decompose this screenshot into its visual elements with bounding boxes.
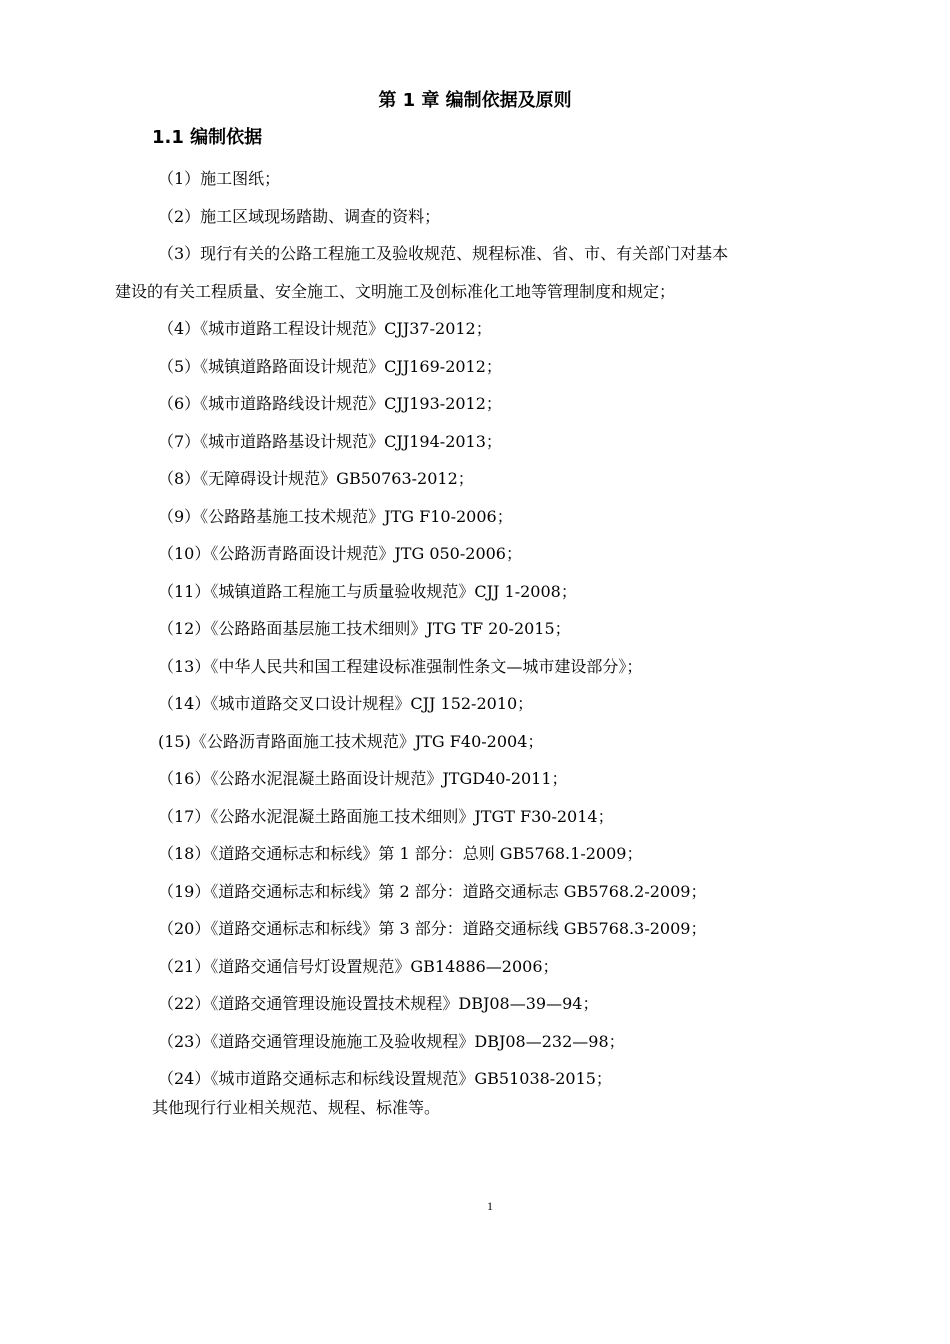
list-item: （12）《公路路面基层施工技术细则》JTG TF 20-2015； (158, 619, 571, 638)
list-item-continuation: 建设的有关工程质量、安全施工、文明施工及创标准化工地等管理制度和规定； (115, 281, 676, 301)
list-item: （19）《道路交通标志和标线》第 2 部分：道路交通标志 GB5768.2-2009； (158, 881, 707, 901)
section-title: 1.1 编制依据 (152, 127, 263, 148)
list-item: (15)《公路沥青路面施工技术规范》JTG F40-2004； (158, 731, 544, 751)
list-item: （4）《城市道路工程设计规范》CJJ37-2012； (158, 319, 492, 338)
list-item: （16）《公路水泥混凝土路面设计规范》JTGD40-2011； (158, 769, 568, 788)
list-item: （20）《道路交通标志和标线》第 3 部分：道路交通标线 GB5768.3-2009； (158, 919, 707, 938)
list-item: （2）施工区域现场踏勘、调查的资料； (158, 206, 441, 226)
reference-list (0, 160, 950, 1098)
list-item: （14）《城市道路交叉口设计规程》CJJ 152-2010； (158, 694, 534, 713)
list-item: （7）《城市道路路基设计规范》CJJ194-2013； (158, 431, 502, 451)
list-item: （11）《城镇道路工程施工与质量验收规范》CJJ 1-2008； (158, 581, 577, 601)
page-number: 1 (487, 1199, 493, 1213)
list-item: （23）《道路交通管理设施施工及验收规程》DBJ08—232—98； (158, 1031, 625, 1051)
list-item: （22）《道路交通管理设施设置技术规程》DBJ08—39—94； (158, 994, 599, 1013)
list-item: （18）《道路交通标志和标线》第 1 部分：总则 GB5768.1-2009； (158, 844, 643, 863)
list-item: （10）《公路沥青路面设计规范》JTG 050-2006； (158, 544, 522, 563)
list-item: （21）《道路交通信号灯设置规范》GB14886—2006； (158, 956, 559, 976)
closing-paragraph: 其他现行行业相关规范、规程、标准等。 (152, 1098, 441, 1117)
list-item: （13）《中华人民共和国工程建设标准强制性条文—城市建设部分》； (158, 656, 643, 676)
list-item: （3）现行有关的公路工程施工及验收规范、规程标准、省、市、有关部门对基本 (158, 244, 729, 263)
list-item: （6）《城市道路路线设计规范》CJJ193-2012； (158, 394, 502, 413)
list-item: （1）施工图纸； (158, 169, 281, 188)
list-item: （17）《公路水泥混凝土路面施工技术细则》JTGT F30-2014； (158, 806, 614, 826)
chapter-title: 第 1 章 编制依据及原则 (378, 90, 572, 111)
list-item: （24）《城市道路交通标志和标线设置规范》GB51038-2015； (158, 1069, 612, 1088)
list-item: （8）《无障碍设计规范》GB50763-2012； (158, 469, 474, 488)
list-item: （9）《公路路基施工技术规范》JTG F10-2006； (158, 506, 513, 526)
list-item: （5）《城镇道路路面设计规范》CJJ169-2012； (158, 356, 502, 376)
